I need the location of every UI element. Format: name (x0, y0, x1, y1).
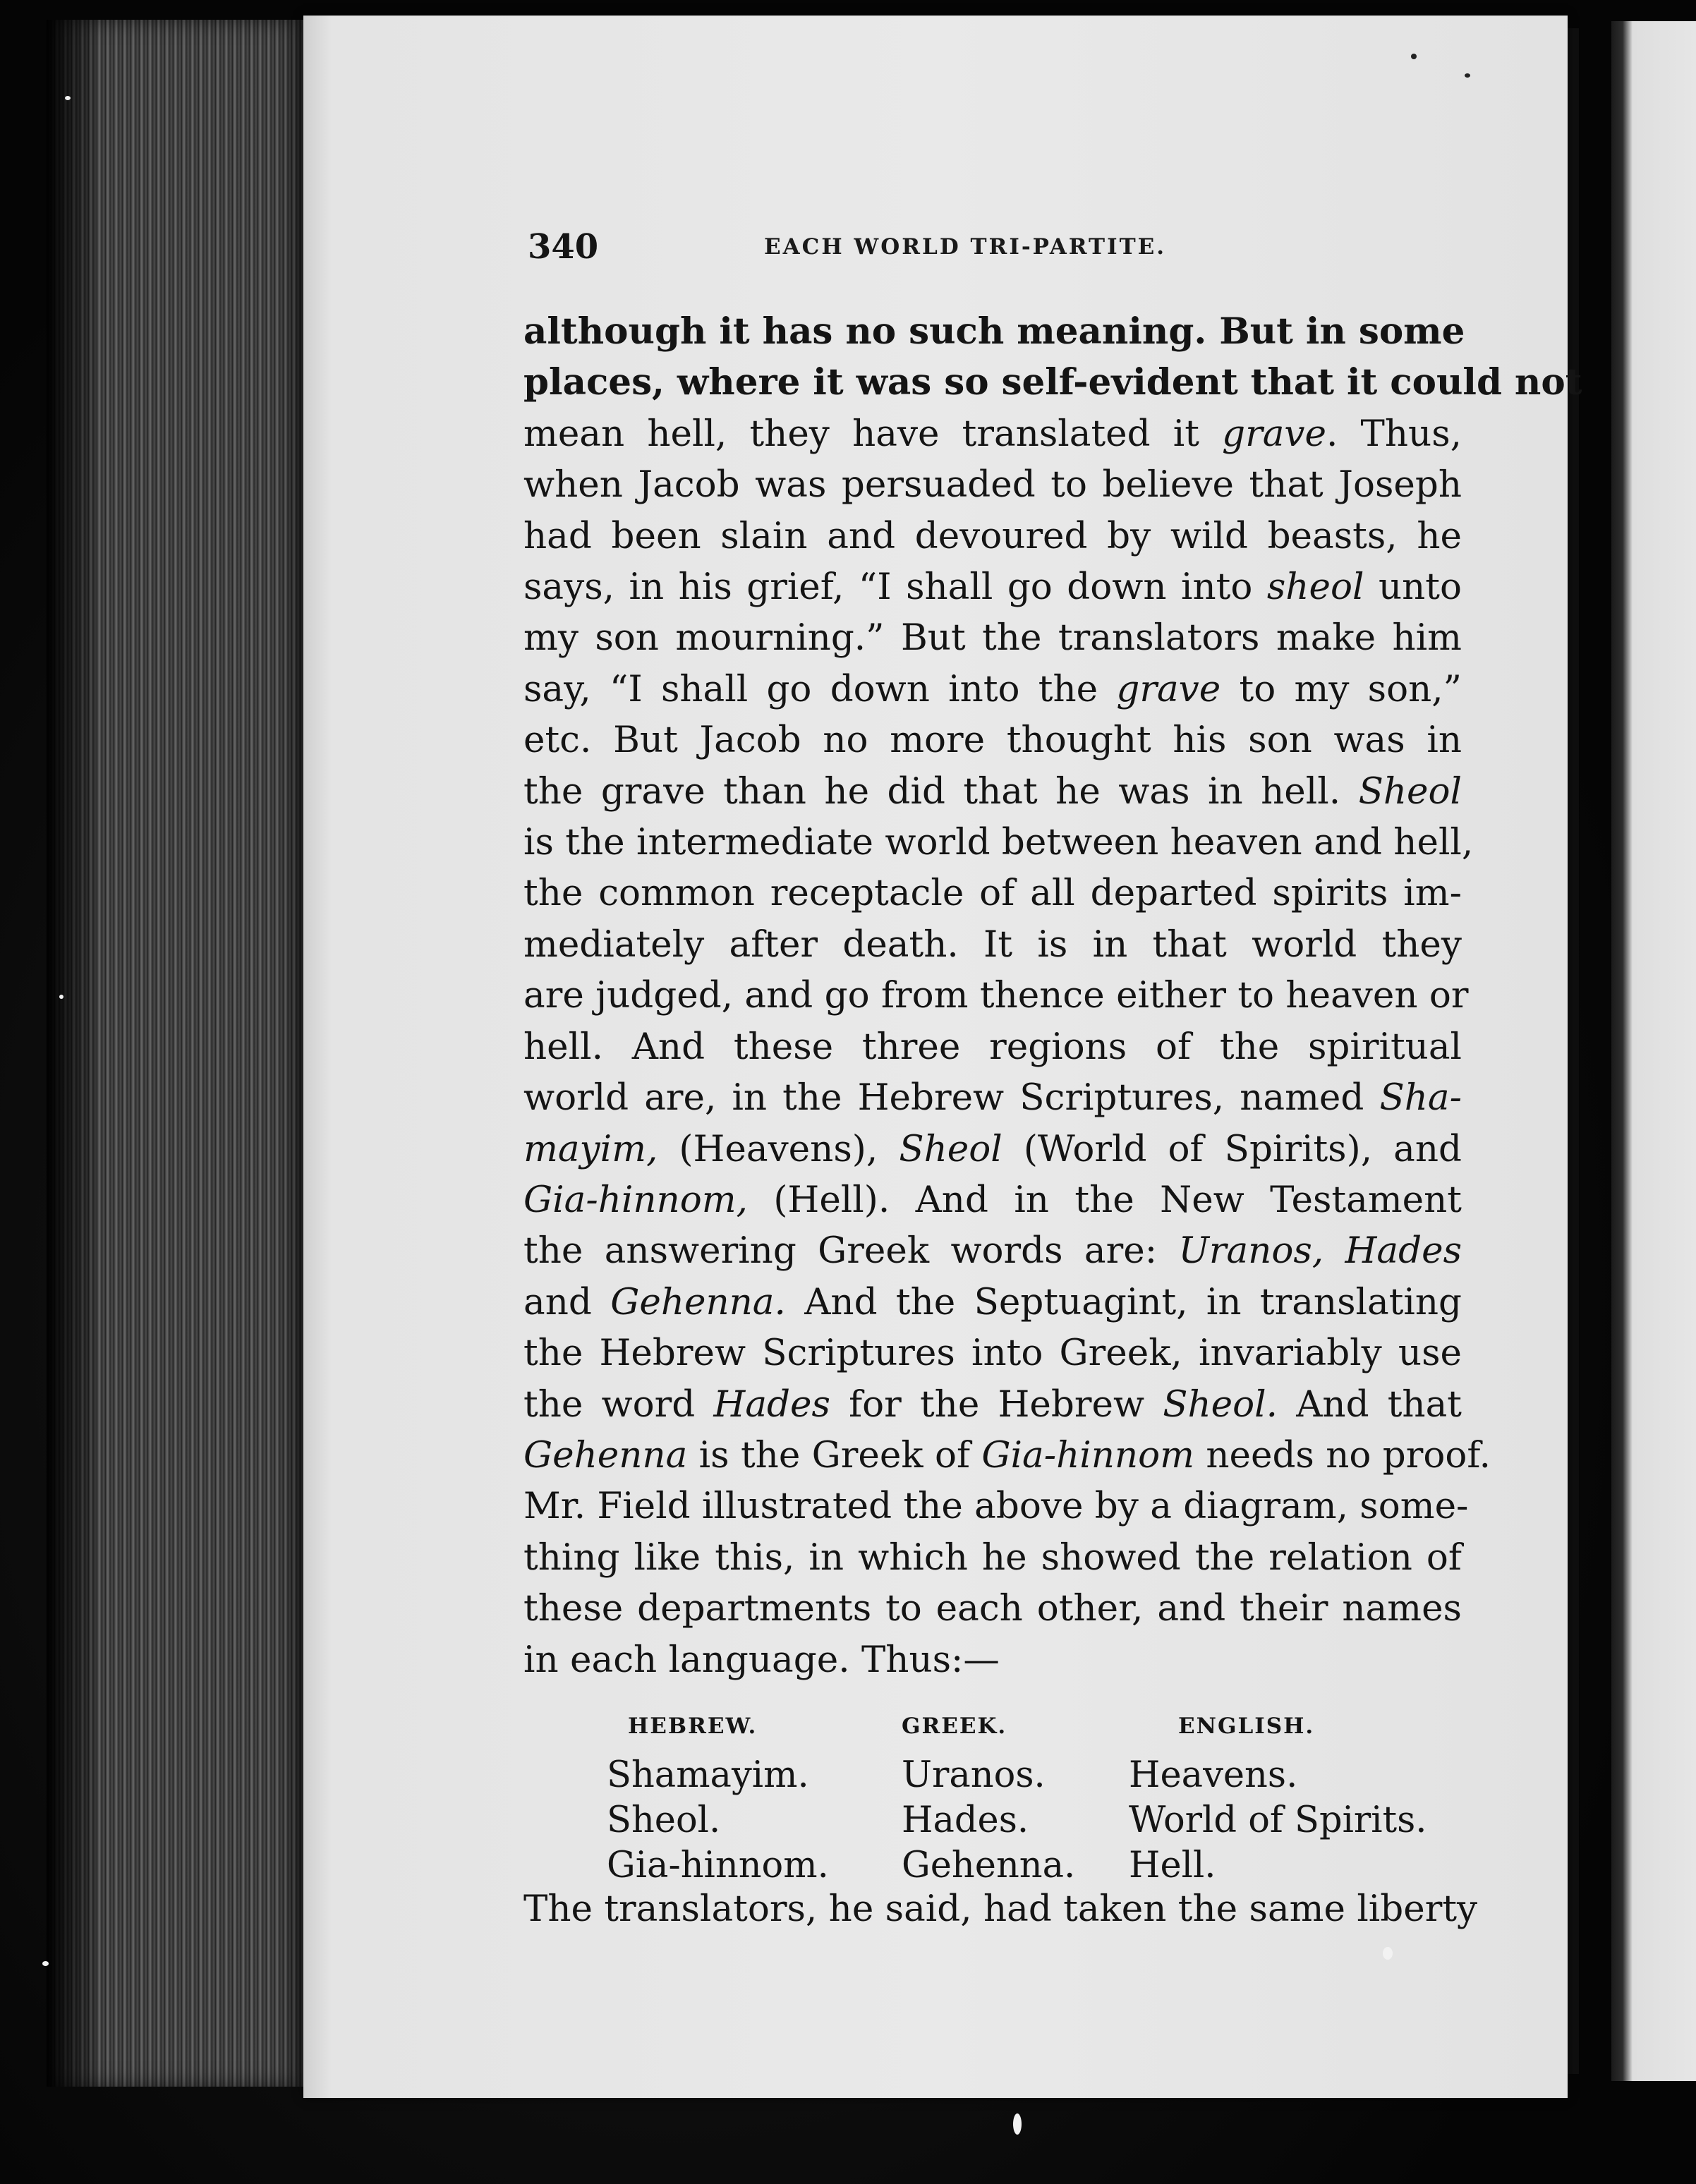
table-cell: Heavens. (1129, 1754, 1298, 1796)
body-text (523, 306, 1582, 1685)
text-line (523, 664, 1462, 715)
italic-term: Hades (713, 1383, 830, 1426)
text-segment: had been slain and devoured by wild beasts, he (523, 514, 1462, 557)
text-segment: is the Greek of (687, 1433, 982, 1476)
running-title: EACH WORLD TRI-PARTITE. (764, 234, 1167, 260)
text-segment: to my son,” (1220, 667, 1462, 710)
dust-speck (59, 995, 63, 999)
italic-term: Sha- (1379, 1076, 1462, 1120)
text-line (523, 612, 1462, 663)
text-segment: mediately after death. It is in that world they (523, 923, 1462, 966)
text-segment: the word (523, 1383, 714, 1426)
text-segment: And the Septuagint, in translating (785, 1280, 1462, 1323)
text-line (523, 1124, 1462, 1175)
running-head (528, 227, 1565, 269)
text-line (523, 1583, 1462, 1634)
text-line (523, 970, 1469, 1021)
text-segment: mean hell, they have translated it (523, 412, 1223, 455)
text-segment: the Hebrew Scriptures into Greek, invariably use (523, 1332, 1462, 1375)
text-segment: the answering Greek words are: (523, 1230, 1179, 1273)
text-line (523, 817, 1474, 868)
text-line (523, 1021, 1462, 1072)
text-line (523, 1328, 1462, 1378)
text-segment: in each language. Thus:— (523, 1638, 1000, 1681)
italic-term: grave (1116, 667, 1221, 710)
text-segment: needs no proof. (1194, 1433, 1491, 1476)
text-line (523, 1225, 1462, 1276)
text-segment: is the intermediate world between heaven and hell, (523, 821, 1474, 864)
italic-term: Gia-hinnom, (523, 1178, 748, 1221)
text-segment: and (523, 1280, 611, 1323)
text-segment: unto (1364, 566, 1462, 609)
italic-term: Sheol. (1163, 1383, 1278, 1426)
text-segment: Mr. Field illustrated the above by a diagram, some- (523, 1485, 1469, 1528)
dust-speck (1411, 54, 1417, 59)
text-line (523, 459, 1462, 510)
italic-term: Uranos, Hades (1178, 1230, 1462, 1273)
dust-speck (1465, 73, 1470, 78)
facing-page-edge (1611, 21, 1696, 2081)
text-segment: say, “I shall go down into the (523, 667, 1117, 710)
table-cell: Sheol. (607, 1800, 721, 1841)
text-segment: world are, in the Hebrew Scriptures, named (523, 1076, 1380, 1120)
table-column-english (1129, 1712, 1427, 1888)
text-segment: the grave than he did that he was in hell. (523, 770, 1359, 813)
text-line (523, 919, 1462, 970)
text-line (523, 715, 1462, 765)
dust-speck (65, 96, 71, 100)
text-line (523, 511, 1462, 562)
italic-term: grave (1222, 412, 1326, 455)
italic-term: Sheol (1358, 770, 1462, 813)
book-page (303, 16, 1582, 2098)
dust-speck (42, 1961, 49, 1966)
text-segment: . Thus, (1326, 412, 1462, 455)
dust-speck (1013, 2113, 1022, 2135)
text-segment: are judged, and go from thence either to heaven or (523, 974, 1469, 1017)
text-line (523, 1175, 1462, 1225)
text-line (523, 1481, 1469, 1531)
table-cell: World of Spirits. (1129, 1800, 1427, 1841)
text-segment: (World of Spirits), and (1002, 1127, 1462, 1170)
text-segment: places, where it was so self-evident that it could not (523, 361, 1582, 404)
text-segment: says, in his grief, “I shall go down into (523, 566, 1267, 609)
table-cell: Hell. (1129, 1845, 1216, 1886)
italic-term: Sheol (899, 1127, 1003, 1170)
table-header-english: ENGLISH. (1178, 1713, 1315, 1739)
text-line (523, 562, 1462, 612)
text-segment: when Jacob was persuaded to believe that Joseph (523, 463, 1462, 506)
text-line (523, 1277, 1462, 1328)
italic-term: mayim, (523, 1127, 658, 1170)
text-line (523, 357, 1582, 408)
text-line (523, 868, 1462, 918)
text-line (523, 408, 1462, 459)
table-header-greek: GREEK. (902, 1713, 1007, 1739)
text-segment: (Heavens), (658, 1127, 900, 1170)
text-segment: (Hell). And in the New Testament (747, 1178, 1462, 1221)
book-page-edges (47, 20, 308, 2087)
italic-term: Gia-hinnom (981, 1433, 1194, 1476)
italic-term: Gehenna. (610, 1280, 786, 1323)
text-segment: for the Hebrew (830, 1383, 1163, 1426)
text-line (523, 1379, 1462, 1430)
text-segment: my son mourning.” But the translators make him (523, 617, 1462, 660)
table-cell: Gia-hinnom. (607, 1845, 829, 1886)
text-segment: these departments to each other, and their names (523, 1587, 1462, 1630)
text-line (523, 1430, 1491, 1481)
table-cell: Uranos. (902, 1754, 1046, 1796)
page-number: 340 (528, 227, 599, 267)
text-line (523, 306, 1465, 357)
table-cell: Shamayim. (607, 1754, 809, 1796)
text-segment: thing like this, in which he showed the relation of (523, 1536, 1462, 1579)
italic-term: sheol (1266, 566, 1364, 609)
text-segment: hell. And these three regions of the spiritual (523, 1025, 1462, 1068)
text-segment: the common receptacle of all departed spirits im- (523, 872, 1462, 915)
table-column-hebrew (607, 1712, 829, 1888)
table-column-greek (902, 1712, 1075, 1888)
table-header-hebrew: HEBREW. (628, 1713, 758, 1739)
language-table (607, 1712, 1496, 1895)
table-cell: Hades. (902, 1800, 1029, 1841)
text-line (523, 1072, 1462, 1123)
italic-term: Gehenna (523, 1433, 688, 1476)
text-segment: And that (1278, 1383, 1462, 1426)
text-line (523, 1532, 1462, 1583)
dust-speck (1383, 1947, 1393, 1960)
text-line (523, 1634, 1462, 1685)
closing-line: The translators, he said, had taken the same liberty (523, 1888, 1478, 1930)
text-line (523, 766, 1462, 817)
text-segment: etc. But Jacob no more thought his son was in (523, 719, 1462, 762)
table-cell: Gehenna. (902, 1845, 1076, 1886)
text-segment: although it has no such meaning. But in some (523, 310, 1465, 353)
